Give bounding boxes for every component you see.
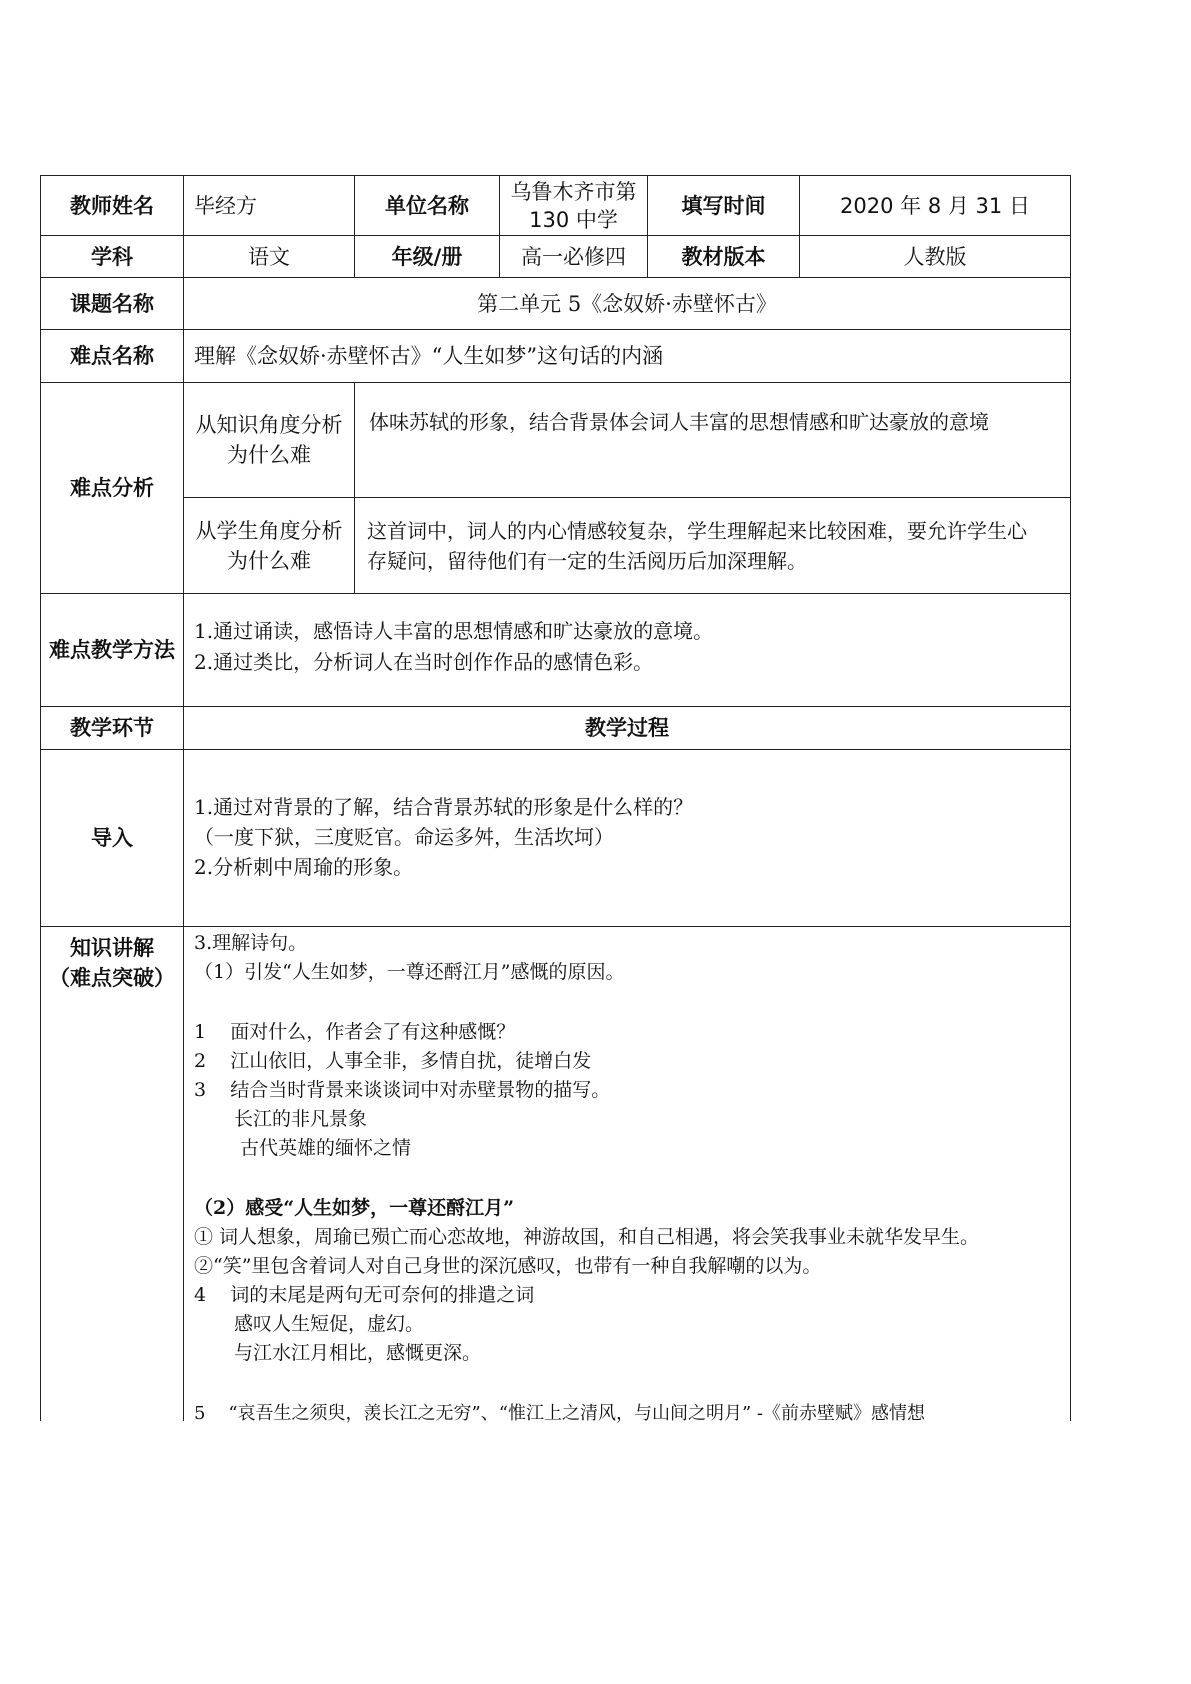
knowledge-line-7: 古代英雄的缅怀之情: [240, 1137, 412, 1159]
knowledge-line-4: 2 江山依旧，人事全非，多情自扰，徒增白发: [194, 1050, 592, 1072]
knowledge-label-line2: （难点突破）: [49, 966, 175, 990]
knowledge-line-5: 3 结合当时背景来谈谈词中对赤壁景物的描写。: [194, 1079, 611, 1101]
student-angle-label: [183, 497, 355, 594]
fill-date-label: 填写时间: [647, 175, 800, 236]
intro-line-3: 2.分析刺中周瑜的形象。: [194, 855, 414, 879]
unit-name-value: [499, 175, 648, 236]
student-angle-text-line1: 这首词中，词人的内心情感较复杂，学生理解起来比较困难，要允许学生心: [367, 519, 1027, 543]
topic-label: 课题名称: [40, 277, 184, 330]
intro-line-2: （一度下狱，三度贬官。命运多舛，生活坎坷）: [194, 825, 614, 849]
grade-label: 年级/册: [354, 235, 500, 278]
subject-value: 语文: [183, 235, 355, 278]
grade-value: 高一必修四: [499, 235, 648, 278]
student-angle-line1: 从学生角度分析: [195, 518, 343, 543]
spacer: [194, 1368, 1060, 1399]
unit-name-line1: 乌鲁木齐市第: [510, 179, 637, 204]
knowledge-line-8: （2）感受“人生如梦，一尊还酹江月”: [194, 1197, 515, 1219]
knowledge-label: [40, 926, 184, 1421]
methods-line-1: 1.通过诵读，感悟诗人丰富的思想情感和旷达豪放的意境。: [194, 619, 714, 643]
student-angle-line2: 为什么难: [227, 548, 311, 573]
knowledge-line-9: ① 词人想象，周瑜已殒亡而心恋故地，神游故国，和自己相遇，将会笑我事业未就华发早生。: [194, 1226, 980, 1248]
knowledge-line-14: 5 “哀吾生之须臾，羡长江之无穷”、“惟江上之清风，与山间之明月” -《前赤壁赋》感情想: [194, 1403, 925, 1424]
knowledge-text: [183, 926, 1071, 1424]
fill-date-value: 2020 年 8 月 31 日: [799, 175, 1071, 236]
difficulty-label: 难点名称: [40, 329, 184, 383]
student-angle-text: [354, 497, 1071, 594]
intro-text: [183, 749, 1071, 927]
teacher-name-label: 教师姓名: [40, 175, 184, 236]
knowledge-line-2: （1）引发“人生如梦，一尊还酹江月”感慨的原因。: [194, 961, 625, 983]
teaching-process-header: 教学过程: [183, 706, 1071, 750]
student-angle-text-line2: 存疑问，留待他们有一定的生活阅历后加深理解。: [367, 549, 807, 573]
knowledge-line-12: 感叹人生短促，虚幻。: [234, 1313, 425, 1335]
analysis-label: 难点分析: [40, 382, 184, 594]
teaching-phase-header: 教学环节: [40, 706, 184, 750]
methods-line-2: 2.通过类比，分析词人在当时创作作品的感情色彩。: [194, 650, 654, 674]
knowledge-line-1: 3.理解诗句。: [194, 932, 308, 954]
spacer: [194, 987, 1060, 1018]
unit-name-line2: 130 中学: [529, 207, 618, 232]
knowledge-angle-line2: 为什么难: [227, 443, 311, 467]
knowledge-label-line1: 知识讲解: [70, 936, 154, 960]
intro-line-1: 1.通过对背景的了解，结合背景苏轼的形象是什么样的？: [194, 795, 694, 819]
unit-name-label: 单位名称: [354, 175, 500, 236]
methods-label: 难点教学方法: [40, 593, 184, 707]
knowledge-line-6: 长江的非凡景象: [234, 1108, 368, 1130]
edition-value: 人教版: [799, 235, 1071, 278]
difficulty-value: 理解《念奴娇·赤壁怀古》“人生如梦”这句话的内涵: [183, 329, 1071, 383]
knowledge-line-11: 4 词的末尾是两句无可奈何的排遣之词: [194, 1284, 535, 1306]
knowledge-angle-text: 体味苏轼的形象，结合背景体会词人丰富的思想情感和旷达豪放的意境: [354, 382, 1071, 498]
knowledge-angle-line1: 从知识角度分析: [195, 413, 343, 437]
knowledge-line-10: ②“笑”里包含着词人对自己身世的深沉感叹，也带有一种自我解嘲的以为。: [194, 1255, 822, 1277]
topic-value: 第二单元 5《念奴娇·赤壁怀古》: [183, 277, 1071, 330]
knowledge-line-3: 1 面对什么，作者会了有这种感慨？: [194, 1021, 516, 1043]
intro-label: 导入: [40, 749, 184, 927]
knowledge-line-13: 与江水江月相比，感慨更深。: [234, 1342, 482, 1364]
knowledge-angle-label: [183, 382, 355, 498]
methods-text: [183, 593, 1071, 707]
subject-label: 学科: [40, 235, 184, 278]
edition-label: 教材版本: [647, 235, 800, 278]
spacer: [194, 1163, 1060, 1194]
teacher-name-value: 毕经方: [183, 175, 355, 236]
